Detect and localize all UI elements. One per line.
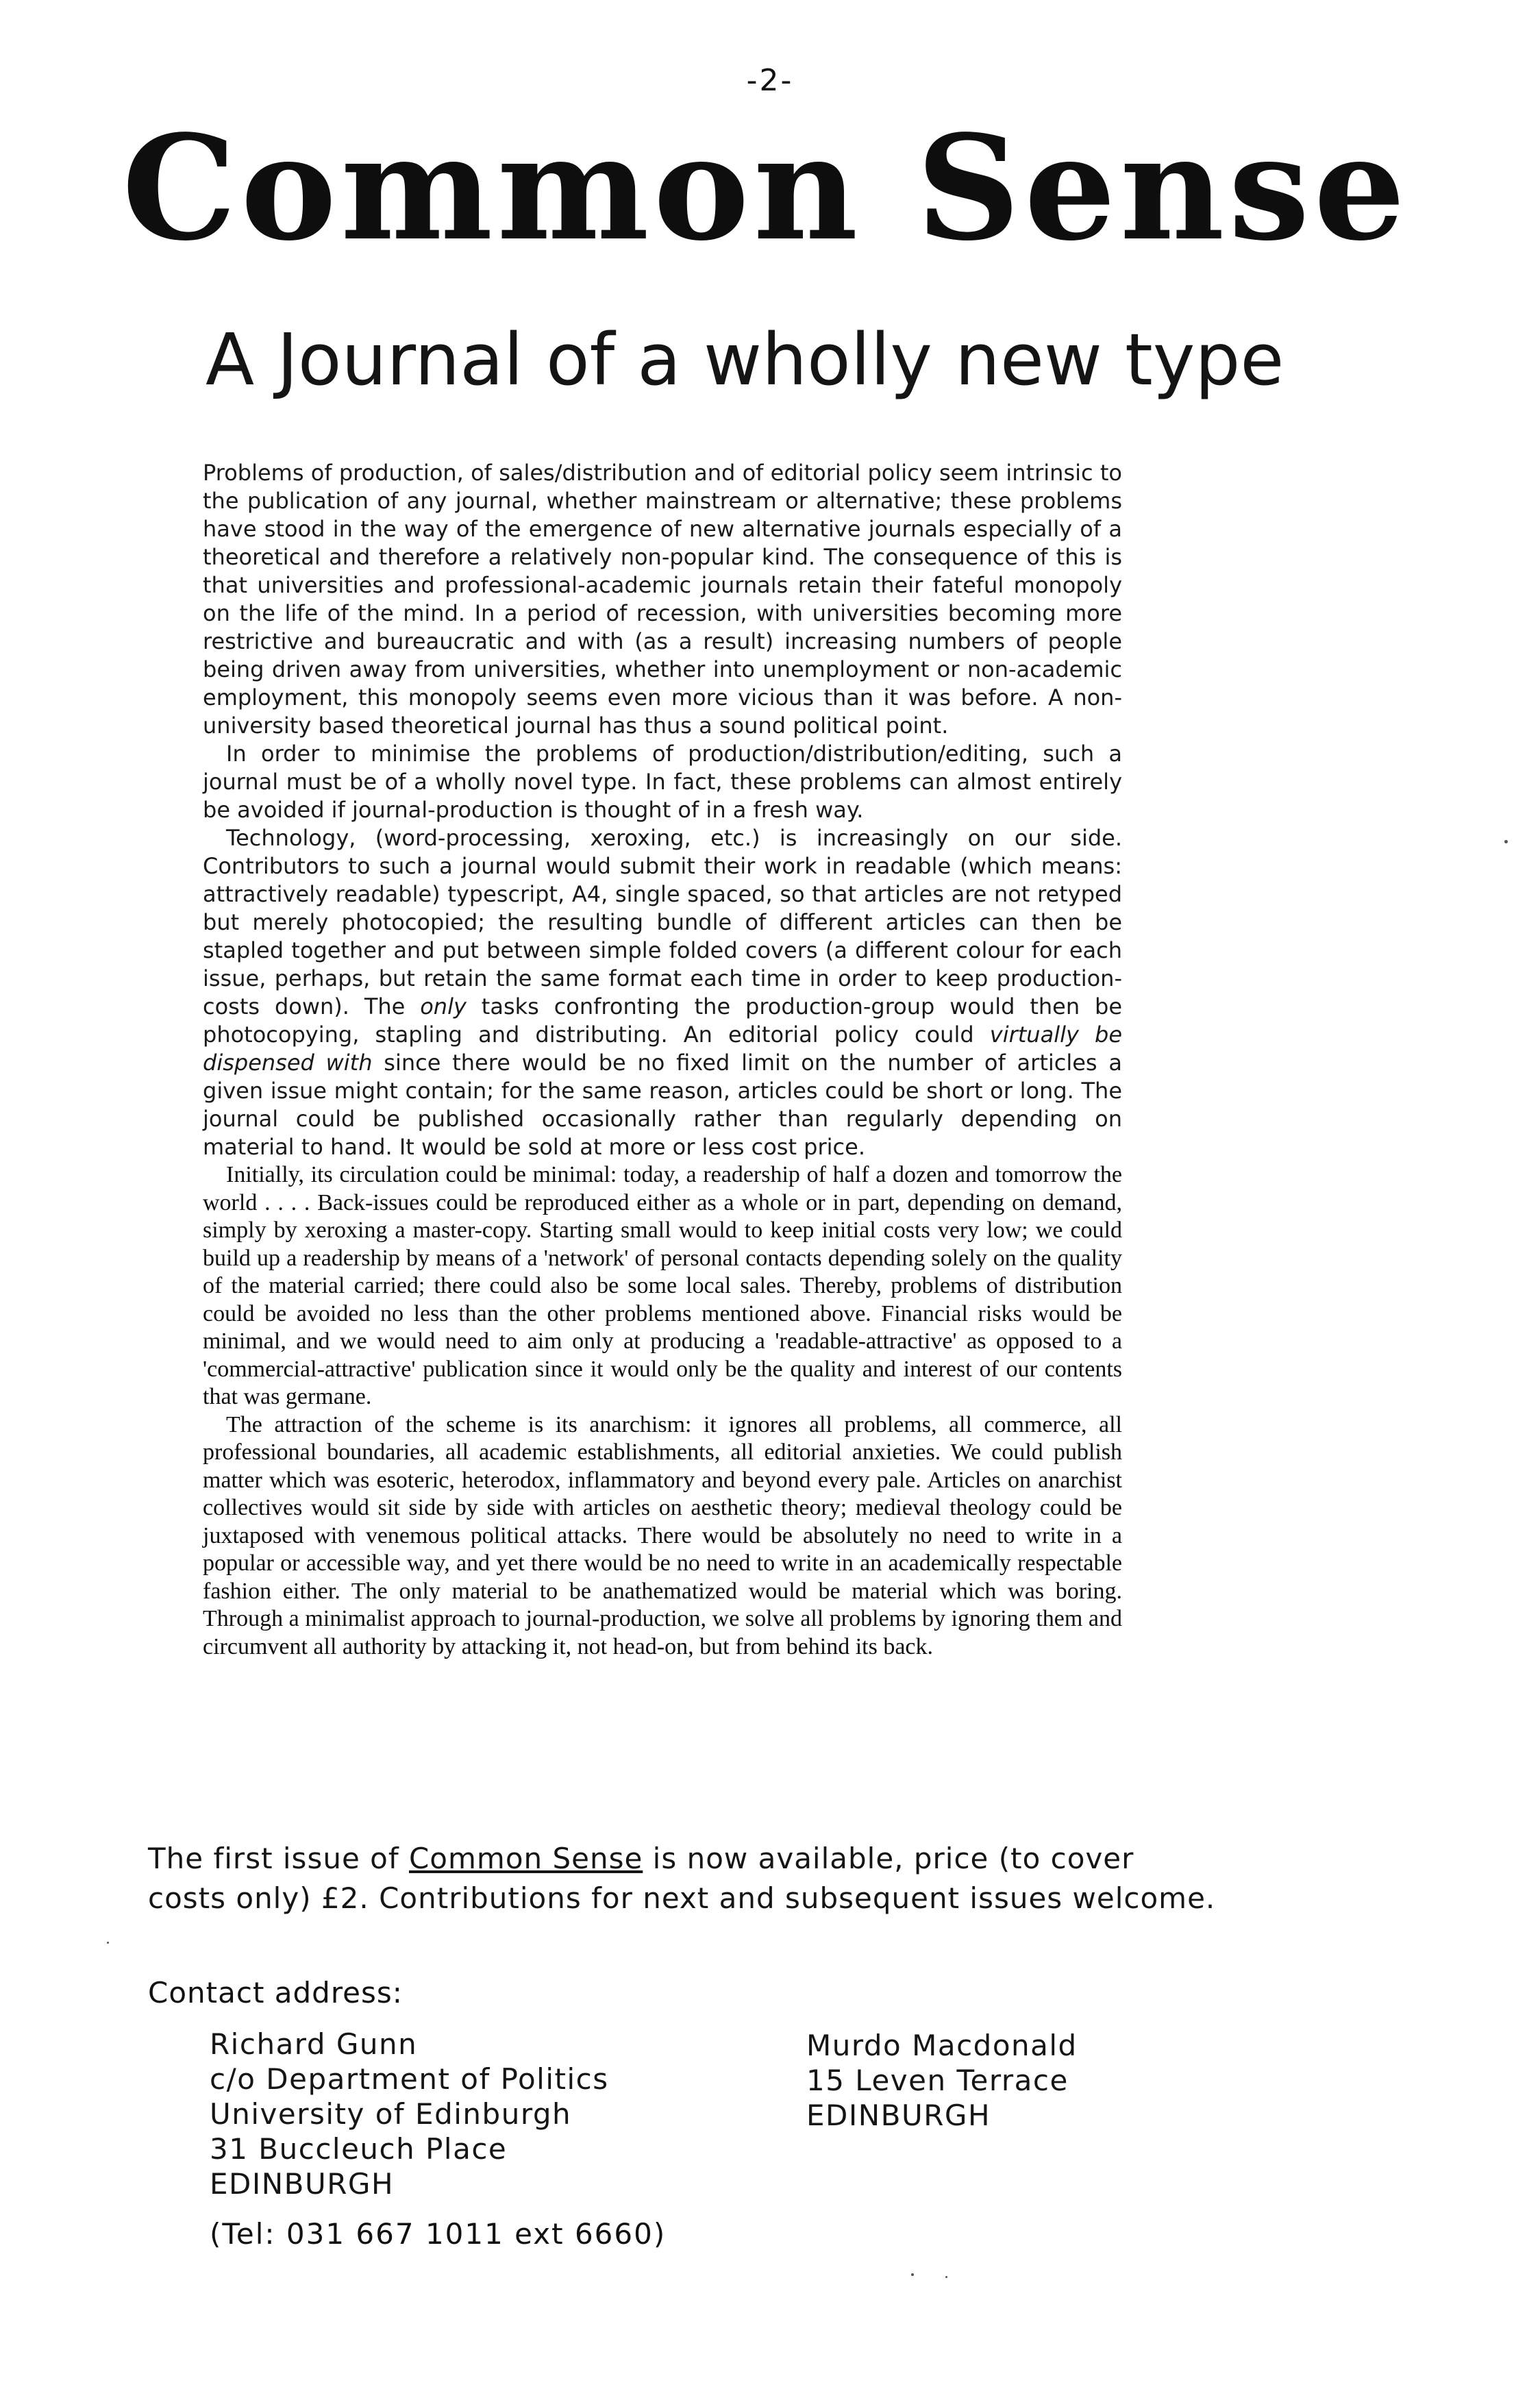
paragraph-text: tasks confronting the production-group would then be photocopying, stapling and distributing. An editorial policy could <box>203 993 1123 1048</box>
article-paragraph: The attraction of the scheme is its anarchism: it ignores all problems, all commerce, all professional boundaries, all academic establishments, all editorial anxieties. We could publish matter which was esoteric, heterodox, inflammatory and beyond every pale. Articles on anarchist collectives would sit side by side with articles on aesthetic theory; medieval theology could be juxtaposed with venemous political attacks. There would be absolutely no need to write in a popular or accessible way, and yet there would be no need to write in an academically respectable fashion either. The only material to be anathematized would be material which was boring. Through a minimalist approach to journal-production, we solve all problems by ignoring them and circumvent all authority by attacking it, not head-on, but from behind its back. <box>203 1411 1122 1659</box>
contact-label: Contact address: <box>148 1976 403 2009</box>
article-paragraph: Problems of production, of sales/distribution and of editorial policy seem intrinsic to the publication of any journal, whether mainstream or alternative; these problems have stood in the way of the emergence of new alternative journals especially of a theoretical and therefore a relatively non-popular kind. The consequence of this is that universities and professional-academic journals retain their fateful monopoly on the life of the mind. In a period of recession, with universities becoming more restrictive and bureaucratic and with (as a result) increasing numbers of people being driven away from universities, whether into unemployment or non-academic employment, this monopoly seems even more vicious than it was before. A non-university based theoretical journal has thus a sound political point. <box>203 460 1122 739</box>
scan-speck <box>911 2273 914 2276</box>
announcement-text: is now available, price (to cover costs only) £2. Contributions for next and subsequent issues welcome. <box>148 1842 1216 1915</box>
page-number: -2- <box>746 63 794 98</box>
address-line: University of Edinburgh <box>210 2097 572 2131</box>
scan-speck <box>1504 840 1508 843</box>
address-line: EDINBURGH <box>806 2099 991 2132</box>
address-line: 31 Buccleuch Place <box>210 2132 508 2166</box>
address-line: Richard Gunn <box>210 2027 418 2061</box>
address-line: Murdo Macdonald <box>806 2029 1078 2062</box>
paragraph-text: since there would be no fixed limit on the number of articles a given issue might contain; for the same reason, articles could be short or long. The journal could be published occasionally rather than regularly depending on material to hand. It would be sold at more or less cost price. <box>203 1050 1123 1160</box>
contact-telephone: (Tel: 031 667 1011 ext 6660) <box>210 2217 667 2251</box>
address-line: c/o Department of Politics <box>210 2062 609 2096</box>
article-paragraph: Initially, its circulation could be minimal: today, a readership of half a dozen and tomorrow the world . . . . Back-issues could be reproduced either as a whole or in part, depending on demand, simply by xeroxing a master-copy. Starting small would to keep initial costs very low; we could build up a readership by means of a 'network' of personal contacts depending solely on the quality of the material carried; there could also be some local sales. Thereby, problems of distribution could be avoided no less than the other problems mentioned above. Financial risks would be minimal, and we would need to aim only at producing a 'readable-attractive' as opposed to a 'commercial-attractive' publication since it would only be the quality and interest of our contents that was germane. <box>203 1162 1122 1409</box>
emphasis-text: virtually be dispensed with <box>203 1022 1123 1076</box>
announcement-text: The first issue of <box>148 1842 409 1875</box>
masthead-title: Common Sense <box>122 103 1410 273</box>
journal-name: Common Sense <box>408 1842 643 1875</box>
address-line: 15 Leven Terrace <box>806 2064 1069 2097</box>
address-line: EDINBURGH <box>210 2167 395 2201</box>
paragraph-text: Technology, (word-processing, xeroxing, etc.) is increasingly on our side. Contributors to such a journal would submit their work in readable (which means: attractively readable) typescript, A4, single spaced, so that articles are not retyped but merely photocopied; the resulting bundle of different articles can then be stapled together and put between simple folded covers (a different colour for each issue, perhaps, but retain the same format each time in order to keep production-costs down). The <box>203 825 1122 1019</box>
emphasis-text: only <box>420 993 467 1019</box>
scan-speck <box>945 2276 947 2278</box>
masthead-subtitle: A Journal of a wholly new type <box>206 318 1284 401</box>
issue-announcement <box>148 1839 1217 1918</box>
article-paragraph-technology <box>203 824 1122 1161</box>
scan-speck <box>107 1942 109 1944</box>
article-body <box>203 459 1122 1661</box>
contact-address-gunn <box>210 2027 609 2201</box>
article-paragraph: In order to minimise the problems of production/distribution/editing, such a journal must be of a wholly novel type. In fact, these problems can almost entirely be avoided if journal-production is thought of in a fresh way. <box>203 741 1122 823</box>
contact-address-macdonald <box>806 2028 1078 2133</box>
